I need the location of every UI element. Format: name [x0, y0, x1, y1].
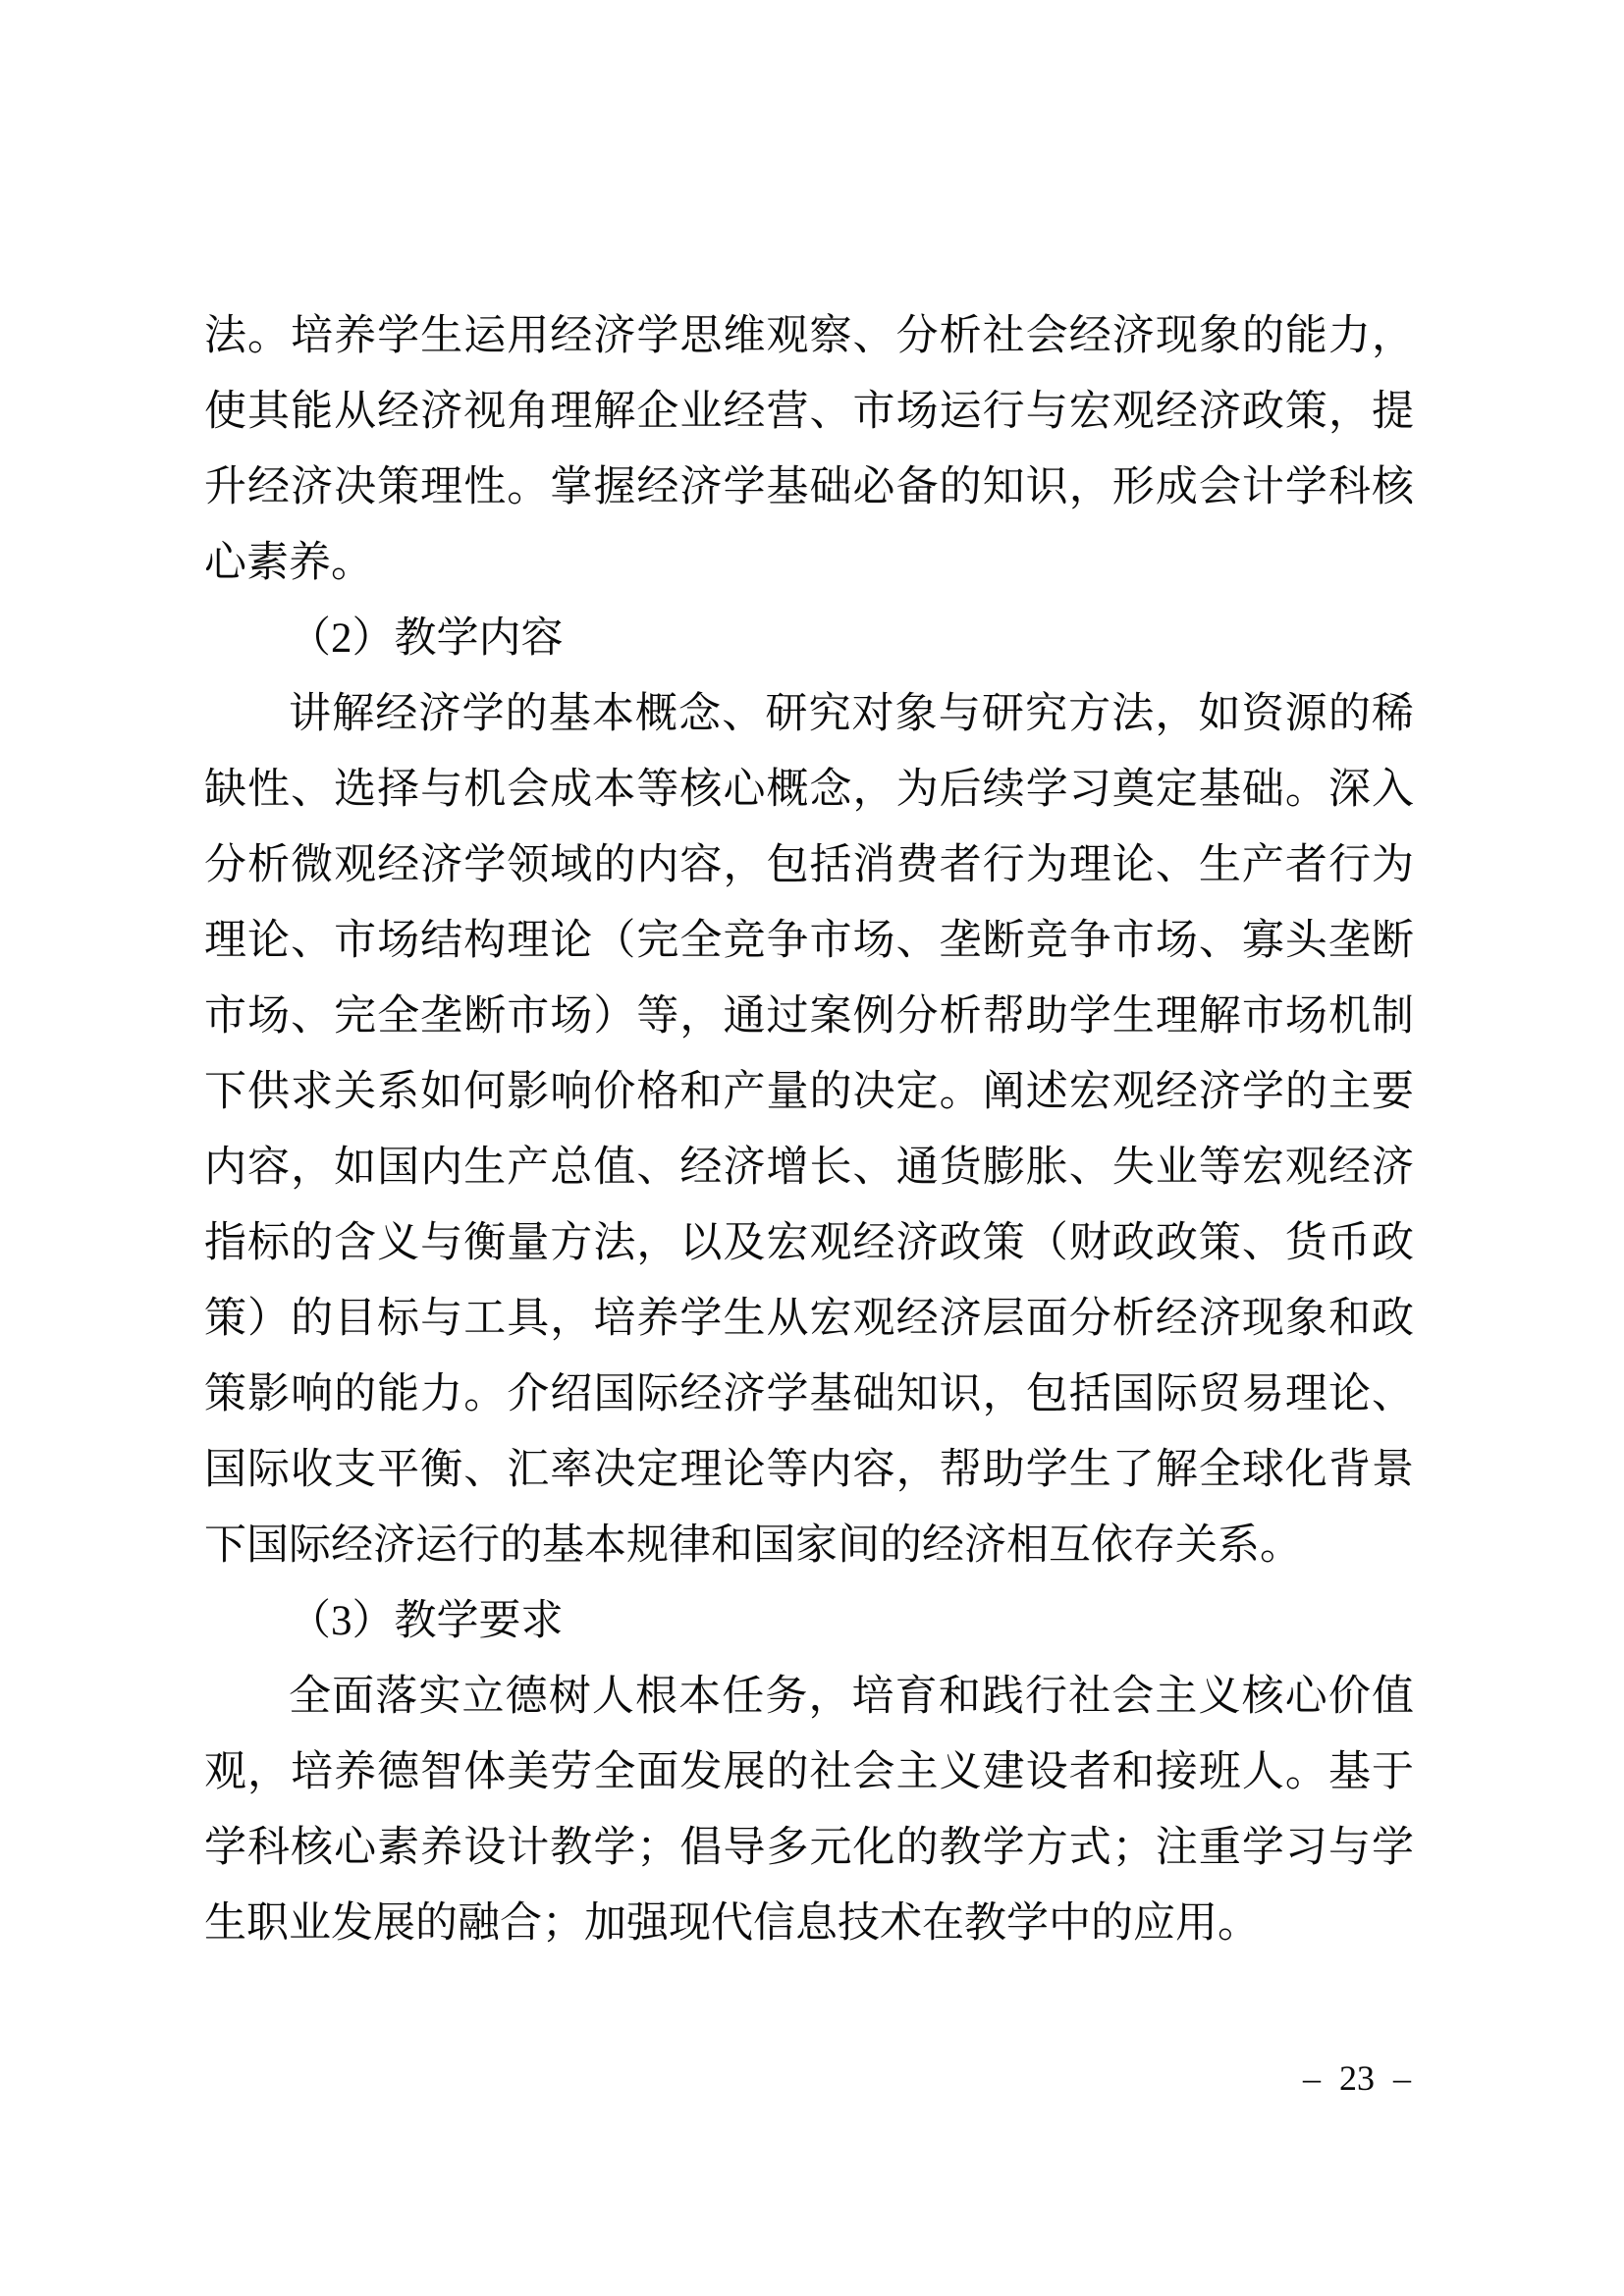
text-line: 使其能从经济视角理解企业经营、市场运行与宏观经济政策，提 — [204, 389, 1414, 435]
text-line: 法。培养学生运用经济学思维观察、分析社会经济现象的能力， — [204, 313, 1414, 359]
page-number: – 23 – — [1303, 2058, 1411, 2098]
text-line: 理论、市场结构理论（完全竞争市场、垄断竞争市场、寡头垄断 — [204, 918, 1414, 964]
text-line: 内容，如国内生产总值、经济增长、通货膨胀、失业等宏观经济 — [204, 1145, 1414, 1191]
text-line: （3）教学要求 — [289, 1598, 564, 1644]
text-line: （2）教学内容 — [289, 615, 564, 662]
text-line: 国际收支平衡、汇率决定理论等内容，帮助学生了解全球化背景 — [204, 1447, 1414, 1493]
text-line: 观，培养德智体美劳全面发展的社会主义建设者和接班人。基于 — [204, 1749, 1414, 1795]
text-line: 学科核心素养设计教学；倡导多元化的教学方式；注重学习与学 — [204, 1825, 1414, 1871]
text-line: 市场、完全垄断市场）等，通过案例分析帮助学生理解市场机制 — [204, 993, 1414, 1040]
text-line: 升经济决策理性。掌握经济学基础必备的知识，形成会计学科核 — [204, 464, 1414, 510]
text-block — [204, 298, 1414, 1961]
text-line: 下国际经济运行的基本规律和国家间的经济相互依存关系。 — [204, 1522, 1302, 1569]
text-line: 心素养。 — [204, 540, 373, 586]
text-line: 策影响的能力。介绍国际经济学基础知识，包括国际贸易理论、 — [204, 1371, 1414, 1417]
text-line: 下供求关系如何影响价格和产量的决定。阐述宏观经济学的主要 — [204, 1069, 1414, 1115]
text-line: 讲解经济学的基本概念、研究对象与研究方法，如资源的稀 — [289, 691, 1414, 737]
text-line: 分析微观经济学领域的内容，包括消费者行为理论、生产者行为 — [204, 842, 1414, 888]
text-line: 生职业发展的融合；加强现代信息技术在教学中的应用。 — [204, 1900, 1260, 1947]
text-line: 缺性、选择与机会成本等核心概念，为后续学习奠定基础。深入 — [204, 767, 1414, 813]
text-line: 策）的目标与工具，培养学生从宏观经济层面分析经济现象和政 — [204, 1296, 1414, 1342]
text-line: 指标的含义与衡量方法，以及宏观经济政策（财政政策、货币政 — [204, 1220, 1414, 1266]
text-line: 全面落实立德树人根本任务，培育和践行社会主义核心价值 — [289, 1674, 1414, 1720]
